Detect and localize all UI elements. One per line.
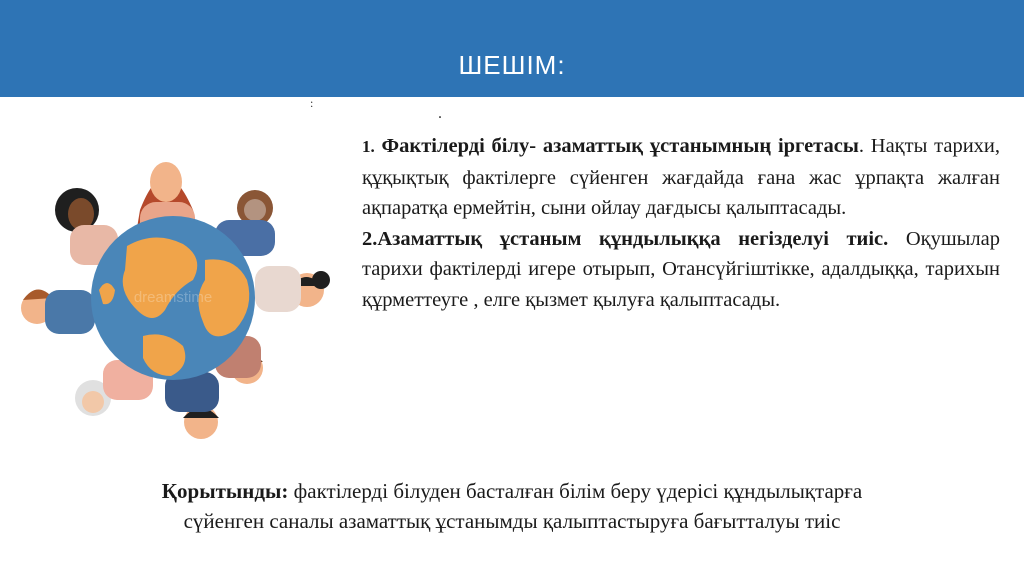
point-2-heading: 2.Азаматтық ұстаным құндылыққа негізделуі тиіс. bbox=[362, 227, 889, 250]
watermark-text: dreamstime bbox=[133, 289, 213, 306]
person-right bbox=[255, 266, 330, 312]
header-bar bbox=[0, 0, 1024, 97]
point-1-heading-end: . bbox=[858, 135, 864, 157]
stray-dot: . bbox=[438, 105, 442, 122]
stray-colon: : bbox=[310, 96, 314, 110]
page-title: ШЕШІМ: bbox=[458, 50, 566, 80]
main-text bbox=[362, 131, 1000, 315]
point-1-number: 1. bbox=[362, 137, 375, 156]
person-left bbox=[21, 289, 95, 334]
point-2 bbox=[362, 224, 1000, 316]
globe bbox=[91, 216, 255, 380]
point-2-body: Оқушылар тарихи фактілерді игере отырып, Отансүйгіштікке, адалдыққа, тарихын құрметтеуге , елге қызмет қылуға қалыптасады. bbox=[362, 227, 1001, 311]
point-1 bbox=[362, 131, 1000, 224]
conclusion bbox=[40, 476, 984, 536]
conclusion-line-1: фактілерді білуден басталған білім беру үдерісі құндылықтарға bbox=[288, 479, 863, 503]
conclusion-line-2: сүйенген саналы азаматтық ұстанымды қалыптастыруға бағытталуы тиіс bbox=[183, 509, 841, 533]
point-1-body: Нақты тарихи, құқықтық фактілерге сүйенген жағдайда ғана жас ұрпақта жалған ақпаратқа ермейтін, сыни ойлау дағдысы қалыптасады. bbox=[362, 135, 1001, 219]
point-1-heading: Фактілерді білу- азаматтық ұстанымның іргетасы bbox=[381, 135, 859, 157]
conclusion-label: Қорытынды: bbox=[161, 479, 289, 503]
globe-with-people-icon bbox=[15, 140, 335, 450]
person-bottom bbox=[165, 372, 219, 439]
